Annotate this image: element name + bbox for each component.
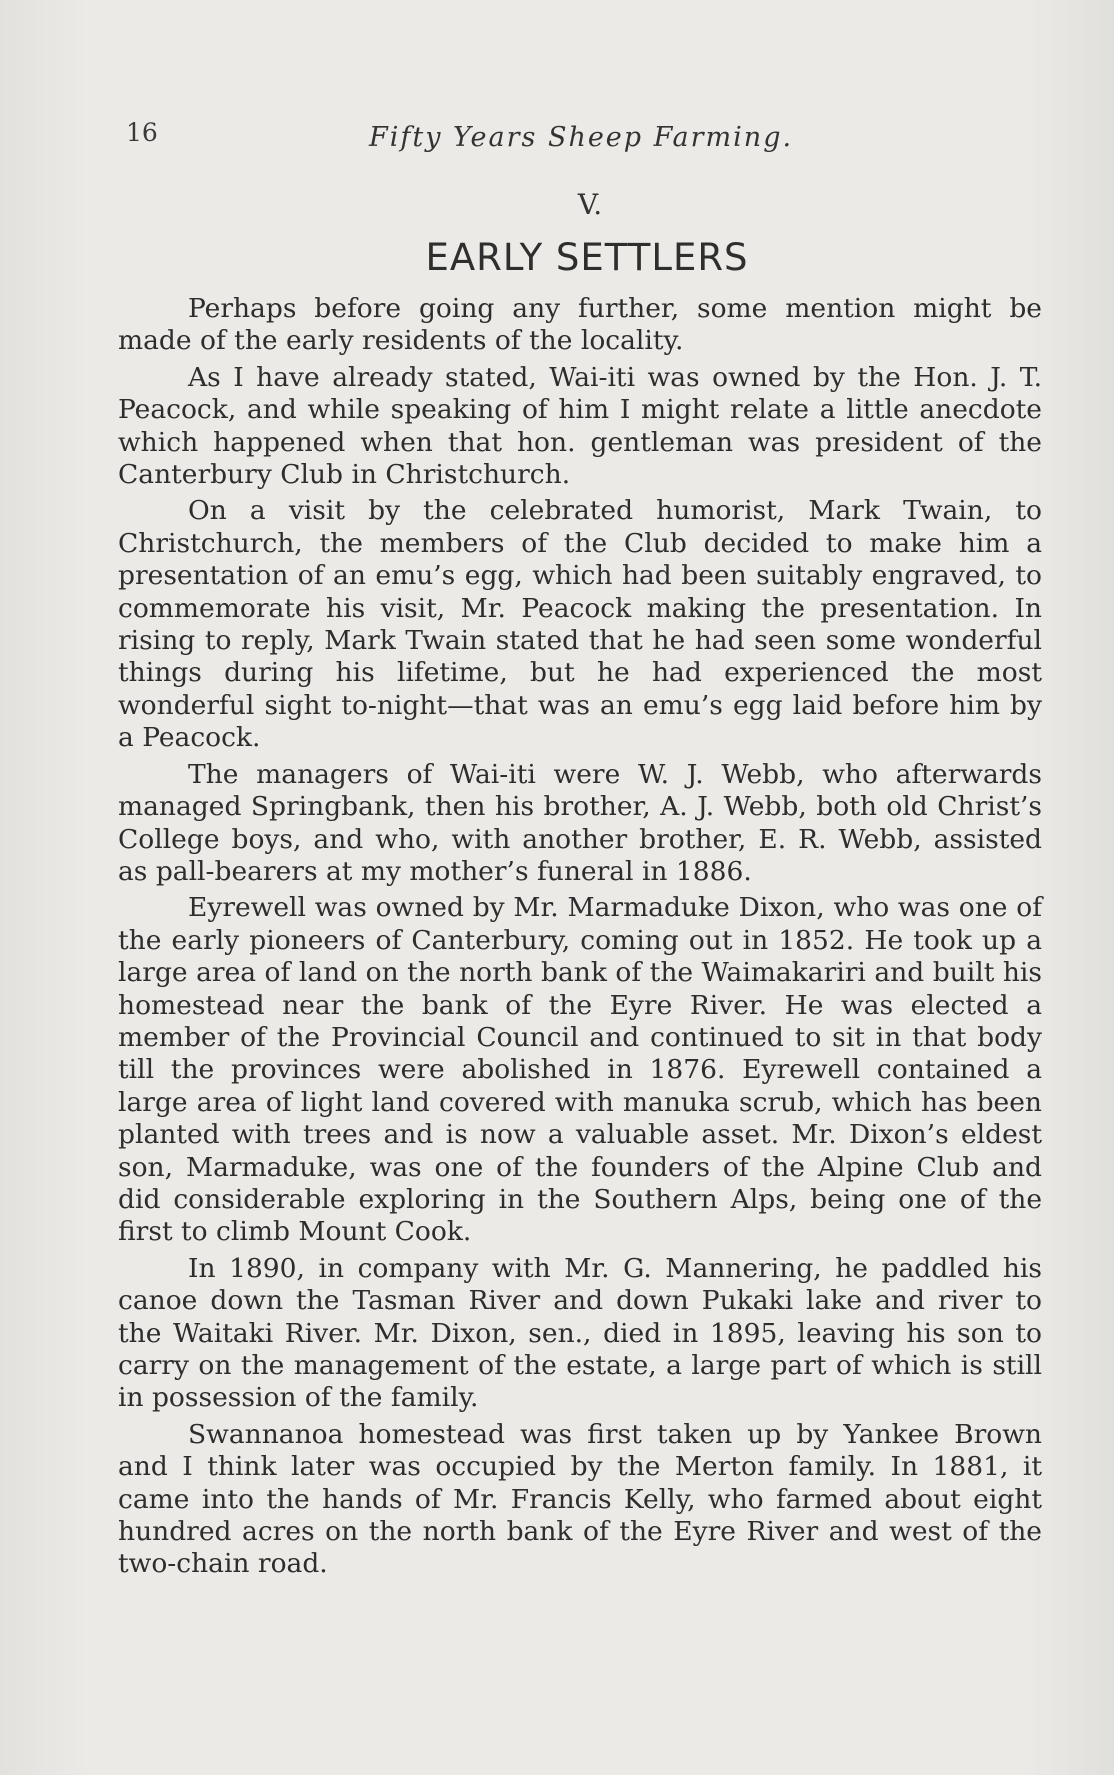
paragraph: As I have already stated, Wai-iti was owned by the Hon. J. T. Peacock, and while speaking of him I might relate a little anecdote which happened when that hon. gentleman was president of the Canterbury Club in Christchurch.: [118, 361, 1042, 491]
running-title: Fifty Years Sheep Farming.: [369, 122, 794, 153]
chapter-number: V.: [577, 188, 603, 221]
paragraph: In 1890, in company with Mr. G. Mannering, he paddled his canoe down the Tasman River and down Pukaki lake and river to the Waitaki River. Mr. Dixon, sen., died in 1895, leaving his son to carry on the management of the estate, a large part of which is still in possession of the family.: [118, 1252, 1042, 1414]
page-header: [126, 118, 1056, 168]
paragraph: Perhaps before going any further, some mention might be made of the early residents of the locality.: [118, 293, 1042, 357]
page-number: 16: [126, 118, 158, 147]
paragraph: The managers of Wai-iti were W. J. Webb, who afterwards managed Springbank, then his brother, A. J. Webb, both old Christ’s College boys, and who, with another brother, E. R. Webb, assisted as pall-bearers at my mother’s funeral in 1886.: [118, 758, 1042, 887]
chapter-title: EARLY SETTLERS: [425, 236, 749, 279]
paragraph: Eyrewell was owned by Mr. Marmaduke Dixon, who was one of the early pioneers of Canterbury, coming out in 1852. He took up a large area of land on the north bank of the Waimakariri and built his homestead near the bank of the Eyre River. He was elected a member of the Provincial Council and continued to sit in that body till the provinces were abolished in 1876. Eyrewell contained a large area of light land covered with manuka scrub, which has been planted with trees and is now a valuable asset. Mr. Dixon’s eldest son, Marmaduke, was one of the founders of the Alpine Club and did considerable exploring in the Southern Alps, being one of the first to climb Mount Cook.: [118, 892, 1042, 1248]
paragraph: Swannanoa homestead was first taken up by Yankee Brown and I think later was occupied by the Merton family. In 1881, it came into the hands of Mr. Francis Kelly, who farmed about eight hundred acres on the north bank of the Eyre River and west of the two-chain road.: [118, 1418, 1042, 1580]
paragraph: On a visit by the celebrated humorist, Mark Twain, to Christchurch, the members of the Club decided to make him a presentation of an emu’s egg, which had been suitably engraved, to commemorate his visit, Mr. Peacock making the presentation. In rising to reply, Mark Twain stated that he had seen some wonderful things during his lifetime, but he had experienced the most wonderful sight to-night—that was an emu’s egg laid before him by a Peacock.: [118, 495, 1042, 754]
body-text: [118, 293, 1042, 1585]
